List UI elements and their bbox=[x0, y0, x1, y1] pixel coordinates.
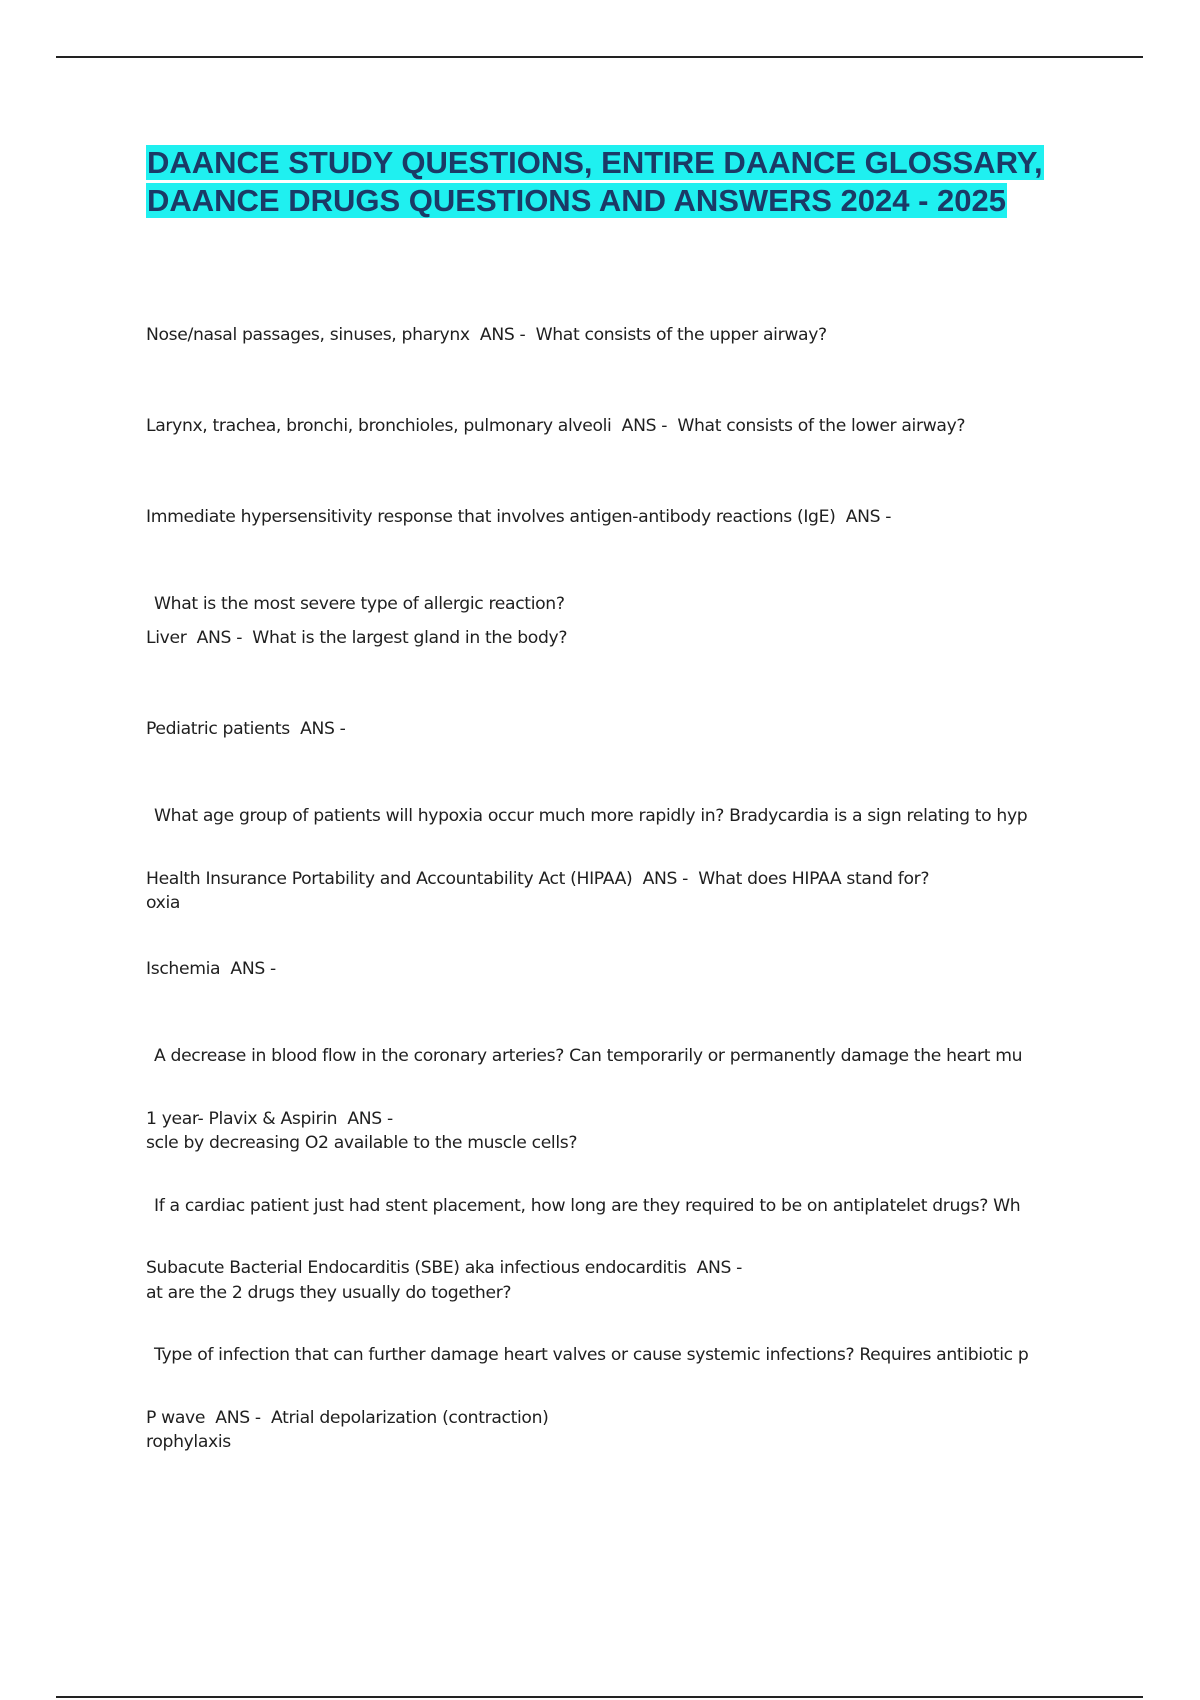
qa-line: Liver ANS - What is the largest gland in the body? bbox=[146, 628, 568, 648]
qa-line: Type of infection that can further damage heart valves or cause systemic infections? Requires antibiotic p bbox=[154, 1345, 1029, 1365]
qa-line: Ischemia ANS - bbox=[146, 959, 276, 979]
qa-line: If a cardiac patient just had stent placement, how long are they required to be on antiplatelet drugs? Wh bbox=[154, 1196, 1021, 1216]
qa-line: at are the 2 drugs they usually do together? bbox=[146, 1283, 512, 1303]
qa-line: scle by decreasing O2 available to the muscle cells? bbox=[146, 1133, 578, 1153]
qa-line: Immediate hypersensitivity response that involves antigen-antibody reactions (IgE) ANS - bbox=[146, 507, 892, 527]
title-line-1: DAANCE STUDY QUESTIONS, ENTIRE DAANCE GLOSSARY, bbox=[147, 145, 1043, 180]
qa-line: rophylaxis bbox=[146, 1432, 231, 1452]
qa-line: Nose/nasal passages, sinuses, pharynx ANS - What consists of the upper airway? bbox=[146, 325, 827, 345]
qa-line: Subacute Bacterial Endocarditis (SBE) aka infectious endocarditis ANS - bbox=[146, 1258, 743, 1278]
qa-line: Pediatric patients ANS - bbox=[146, 719, 346, 739]
top-rule bbox=[56, 56, 1143, 58]
qa-line: oxia bbox=[146, 893, 181, 913]
bottom-rule bbox=[56, 1696, 1143, 1698]
qa-line: Health Insurance Portability and Accountability Act (HIPAA) ANS - What does HIPAA stand for? bbox=[146, 869, 930, 889]
qa-line: What is the most severe type of allergic reaction? bbox=[154, 594, 565, 614]
qa-line: What age group of patients will hypoxia occur much more rapidly in? Bradycardia is a sign relating to hyp bbox=[154, 806, 1028, 826]
document-title bbox=[146, 144, 1106, 220]
qa-line: P wave ANS - Atrial depolarization (contraction) bbox=[146, 1408, 549, 1428]
qa-item-10 bbox=[146, 1346, 1096, 1462]
qa-line: 1 year- Plavix & Aspirin ANS - bbox=[146, 1109, 393, 1129]
qa-line: A decrease in blood flow in the coronary arteries? Can temporarily or permanently damage the heart mu bbox=[154, 1046, 1023, 1066]
title-line-2: DAANCE DRUGS QUESTIONS AND ANSWERS 2024 - 2025 bbox=[147, 183, 1006, 218]
qa-line: Larynx, trachea, bronchi, bronchioles, pulmonary alveoli ANS - What consists of the lower airway? bbox=[146, 416, 966, 436]
